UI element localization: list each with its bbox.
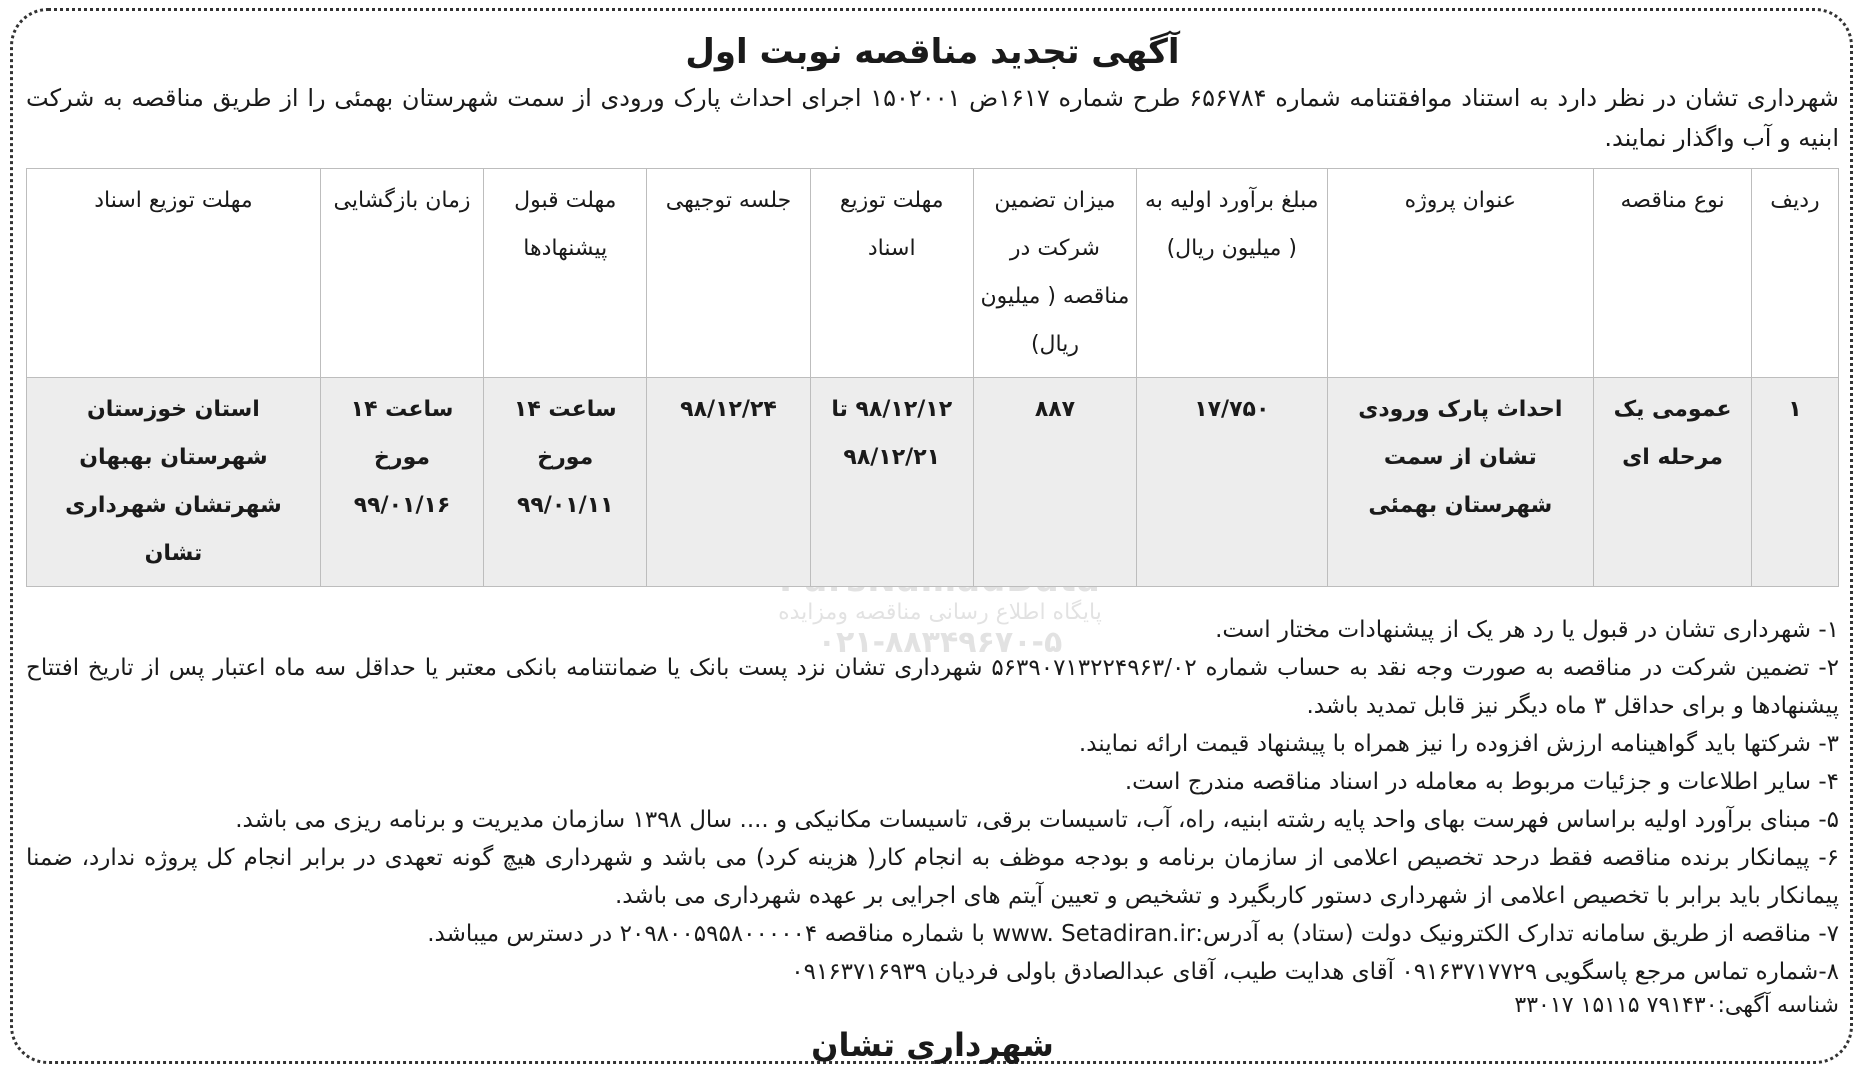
notice-title: آگهی تجدید مناقصه نوبت اول (685, 32, 1180, 72)
notice-intro: شهرداری تشان در نظر دارد به استناد موافقتنامه شماره ۶۵۶۷۸۴ طرح شماره ۱۶۱۷ض ۱۵۰۲۰۰۱ اجرای احداث پارک ورودی از سمت شهرستان بهمئی را از طریق مناقصه به شرکت ابنیه و آب واگذار نمایند. (26, 84, 1839, 152)
header-briefing: جلسه توجیهی (647, 169, 810, 378)
condition-item: ۴- سایر اطلاعات و جزئیات مربوط به معامله در اسناد مناقصه مندرج است. (1124, 769, 1839, 795)
cell-estimate: ۱۷/۷۵۰ (1137, 378, 1327, 587)
cell-bid-deadline: ساعت ۱۴ مورخ ۹۹/۰۱/۱۱ (484, 378, 647, 587)
header-guarantee: میزان تضمین شرکت در مناقصه ( میلیون ریال) (973, 169, 1136, 378)
conditions-list (26, 611, 1839, 991)
header-estimate: مبلغ برآورد اولیه به ( میلیون ریال) (1137, 169, 1327, 378)
cell-tender-type: عمومی یک مرحله ای (1594, 378, 1752, 587)
notice-content (26, 22, 1839, 1064)
cell-row-number: ۱ (1751, 378, 1838, 587)
table-header-row (27, 169, 1839, 378)
condition-item: ۸-شماره تماس مرجع پاسگویی ۰۹۱۶۳۷۱۷۷۲۹ آقای هدایت طیب، آقای عبدالصادق باولی فردیان ۰۹۱۶۳۷۱۶۹۳۹ (791, 959, 1839, 985)
cell-document-location: استان خوزستان شهرستان بهبهان شهرتشان شهرداری تشان (27, 378, 321, 587)
cell-briefing: ۹۸/۱۲/۲۴ (647, 378, 810, 587)
condition-item: ۶- پیمانکار برنده مناقصه فقط درحد تخصیص اعلامی از سازمان برنامه و بودجه موظف به انجام کار( هزینه کرد) می باشد و شهرداری هیچ گونه تعهدی در برابر انجام کل پروژه ندارد، ضمنا پیمانکار باید برابر با تخصیص اعلامی از شهرداری دستور کاربگیرد و تشخیص و تعیین آیتم های اجرایی بر عهده شهرداری می باشد. (26, 845, 1839, 909)
condition-item: ۱- شهرداری تشان در قبول یا رد هر یک از پیشنهادات مختار است. (1215, 617, 1839, 643)
cell-document-deadline: ۹۸/۱۲/۱۲ تا ۹۸/۱۲/۲۱ (810, 378, 973, 587)
header-bid-deadline: مهلت قبول پیشنهادها (484, 169, 647, 378)
signature: شهرداری تشان (811, 1026, 1054, 1064)
cell-project-title: احداث پارک ورودی تشان از سمت شهرستان بهمئی (1327, 378, 1594, 587)
header-opening-time: زمان بازگشایی (320, 169, 483, 378)
condition-item: ۲- تضمین شرکت در مناقصه به صورت وجه نقد به حساب شماره ۵۶۳۹۰۷۱۳۲۲۴۹۶۳/۰۲ شهرداری تشان نزد پست بانک یا ضمانتنامه بانکی معتبر یا حداقل سه ماه اعتبار پس از تاریخ افتتاح پیشنهادها و برای حداقل ۳ ماه دیگر نیز قابل تمدید باشد. (26, 655, 1839, 719)
ad-id: شناسه آگهی:۷۹۱۴۳۰ ۱۵۱۱۵ ۳۳۰۱۷ (1514, 993, 1839, 1018)
table-row (27, 378, 1839, 587)
header-tender-type: نوع مناقصه (1594, 169, 1752, 378)
condition-item: ۳- شرکتها باید گواهینامه ارزش افزوده را نیز همراه با پیشنهاد قیمت ارائه نمایند. (1078, 731, 1839, 757)
header-document-deadline: مهلت توزیع اسناد (810, 169, 973, 378)
tender-table (26, 168, 1839, 587)
cell-opening-time: ساعت ۱۴ مورخ ۹۹/۰۱/۱۶ (320, 378, 483, 587)
header-project-title: عنوان پروژه (1327, 169, 1594, 378)
header-document-location: مهلت توزیع اسناد (27, 169, 321, 378)
watermark-subtitle: پایگاه اطلاع رسانی مناقصه ومزایده (778, 600, 1102, 625)
condition-item: ۵- مبنای برآورد اولیه براساس فهرست بهای واحد پایه رشته ابنیه، راه، آب، تاسیسات برقی، تاسیسات مکانیکی و .... سال ۱۳۹۸ سازمان مدیریت و برنامه ریزی می باشد. (235, 807, 1839, 833)
watermark-phone: ۰۲۱-۸۸۳۴۹۶۷۰-۵ (817, 625, 1063, 660)
cell-guarantee: ۸۸۷ (973, 378, 1136, 587)
header-row-number: ردیف (1751, 169, 1838, 378)
condition-item: ۷- مناقصه از طریق سامانه تدارک الکترونیک دولت (ستاد) به آدرس:www. Setadiran.ir با شماره مناقصه ۲۰۹۸۰۰۵۹۵۸۰۰۰۰۰۴ در دسترس میباشد. (427, 921, 1839, 947)
